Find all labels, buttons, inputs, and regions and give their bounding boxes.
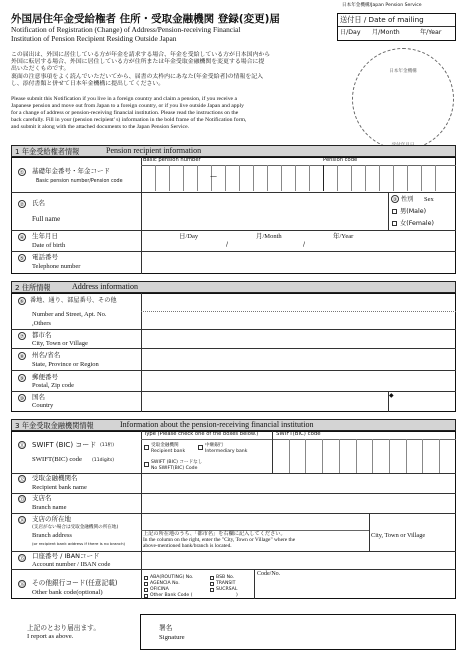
digit-cell-divider (267, 165, 268, 191)
intermediary-bank-checkbox[interactable] (198, 445, 203, 450)
digit-cell-divider (295, 165, 296, 191)
field16-label-jp: その他銀行コード(任意記載) (32, 579, 118, 587)
report-label-jp: 上記のとおり届出ます。 (27, 624, 101, 632)
mailing-year-label: 年/Year (420, 29, 442, 36)
digit-dash: — (210, 172, 217, 180)
field9-label-en: Postal, Zip code (32, 382, 75, 389)
form-title: 外国居住年金受給権者 住所・受取金融機関 登録(変更)届 (11, 13, 280, 25)
field8-label-jp: 州名/省名 (32, 351, 61, 359)
field7-label-jp: 都市名 (32, 331, 52, 339)
field14-note-jp: 上記の所在地のうち、「都市名」を右欄に記入してください。 (143, 531, 286, 537)
bsb-checkbox[interactable] (210, 576, 214, 580)
field5-number: ⑤ (19, 256, 25, 262)
section1-header (11, 145, 456, 157)
no-swift-checkbox[interactable] (144, 462, 149, 467)
field2-label-jp: 氏名 (32, 199, 45, 207)
field5-label-jp: 電話番号 (32, 253, 58, 261)
field10-label-en: Country (32, 402, 54, 409)
form-title-en-2: Institution of Pension Recipient Residing Outside Japan (11, 34, 177, 43)
field6-label-en-2: ,Others (32, 320, 51, 327)
field7-label-en: City, Town or Village (32, 340, 88, 347)
male-label: 男(Male) (400, 208, 427, 215)
field12-label-jp: 受取金融機関名 (32, 474, 78, 482)
digit-cell-divider (337, 165, 338, 191)
recipient-bank-jp: 受取金融機関 (151, 443, 179, 448)
branch-name-input[interactable] (142, 494, 455, 512)
street-input[interactable] (142, 294, 455, 328)
field6-label-en-1: Number and Street, Apt. No. (32, 311, 107, 318)
intro-jp-4: 裏面の注意事項をよく読んでいただいてから、届書の太枠内にあなた(年金受給者)の情報を記入 (11, 74, 264, 80)
oficina-label: OFICINA (150, 587, 169, 592)
digit-cell-divider (379, 165, 380, 191)
field11-label-en-small: (11digits) (92, 458, 115, 463)
date-of-birth-input[interactable] (142, 231, 455, 250)
city-label: City, Town or Village (371, 532, 426, 539)
field16-label-en: Other bank code(optional) (32, 589, 103, 596)
swift-cell-divider (322, 439, 323, 473)
intro-jp-2: 外国に転居する場合、外国に居住している方が住所または年金受取金融機関を変更する場合に提 (11, 59, 265, 65)
field4-number: ④ (19, 235, 25, 241)
dob-month-label: 月/Month (256, 233, 282, 240)
field11-label-jp-small: (11桁) (100, 443, 115, 448)
male-checkbox[interactable] (392, 209, 397, 214)
dob-day-label: 日/Day (179, 233, 199, 240)
swift-cell-divider (406, 439, 407, 473)
stamp-top-label: 日本年金機構 (389, 69, 417, 74)
aba-checkbox[interactable] (144, 576, 148, 580)
field7-number: ⑦ (19, 334, 25, 340)
field16-number: ⑯ (19, 582, 25, 588)
field14-note-en-1: In the column on the right, enter the "City, Town or Village" where the (143, 537, 296, 543)
oficina-checkbox[interactable] (144, 588, 148, 592)
section1-title-en: Pension recipient information (106, 146, 202, 155)
swift-code-input[interactable] (272, 439, 456, 473)
field10-number: ⑩ (19, 396, 25, 402)
intro-en-1: Please submit this Notification if you live in a foreign country and claim a pension, if you receive a (11, 96, 238, 102)
section3-title-jp: 3 年金受取金融機関情報 (15, 421, 94, 430)
recipient-bank-en: Recipient bank (151, 449, 186, 454)
swift-cell-divider (439, 439, 440, 473)
field1-label-en: Basic pension number/Pension code (36, 179, 123, 184)
sucrsal-checkbox[interactable] (210, 588, 214, 592)
digit-cell-divider (155, 165, 156, 191)
digit-cell-divider (183, 165, 184, 191)
section3-header (11, 419, 456, 431)
signature-label-jp: 署名 (159, 624, 173, 632)
field4-label-jp: 生年月日 (32, 232, 58, 240)
field14-number: ⑭ (19, 518, 25, 524)
section2-title-jp: 2 住所情報 (15, 283, 51, 292)
field11-label-jp: SWIFT (BIC) コード (32, 441, 97, 449)
swift-code-label: SWIFT(BIC) code (276, 431, 321, 437)
no-swift-en: No SWIFT(BIC) Code (151, 466, 198, 471)
digit-cell-divider (169, 165, 170, 191)
other-code-label: Other Bank Code ( (150, 593, 193, 598)
reception-stamp-circle (352, 48, 454, 150)
digit-cell-divider (239, 165, 240, 191)
org-label: 日本年金機構/Japan Pension Service (342, 3, 422, 8)
intro-en-5: and submit it along with the attached documents to the Japan Pension Service. (11, 124, 190, 130)
swift-cell-divider (339, 439, 340, 473)
branch-city-input[interactable] (370, 514, 455, 550)
intro-en-2: Japanese pension and move out from Japan to a foreign country, or if you live outside Japan and apply (11, 103, 244, 109)
no-swift-jp: SWIFT (BIC) コードなし (151, 460, 203, 465)
field11-number: ⑪ (19, 443, 25, 449)
digit-cell-divider (253, 165, 254, 191)
field13-number: ⑬ (19, 497, 25, 503)
field8-number: ⑧ (19, 354, 25, 360)
mailing-day-label: 日/Day (340, 29, 361, 36)
digit-cell-divider (351, 165, 352, 191)
dob-slash-2: / (303, 241, 306, 248)
intro-en-4: back carefully. Fill in your (pension recipient' s) information in the bold frame of the Notification form, (11, 117, 247, 123)
field13-label-en: Branch name (32, 504, 67, 511)
digit-cell-divider (281, 165, 282, 191)
section3-title-en: Information about the pension-receiving financial institution (120, 420, 314, 429)
intermediary-bank-jp: 中継銀行 (205, 443, 224, 448)
field8-label-en: State, Province or Region (32, 361, 99, 368)
field14-label-jp: 支店の所在地 (32, 515, 71, 523)
field3-label-en: Sex (424, 196, 434, 203)
report-label-en: I report as above. (27, 633, 74, 640)
type-label: Type (Please check one of the boxes below.) (144, 431, 259, 437)
telephone-input[interactable] (142, 252, 455, 273)
field12-label-en: Recipient bank name (32, 484, 87, 491)
account-number-input[interactable] (142, 552, 455, 568)
recipient-bank-name-input[interactable] (142, 474, 455, 492)
swift-cell-divider (356, 439, 357, 473)
other-code-close: ) (236, 593, 238, 598)
field14-label-en-small: (or recipient bank address if there is no branch) (32, 541, 126, 546)
aba-label: ABA(ROUTING) No. (150, 575, 194, 580)
field10-label-jp: 国名 (32, 393, 45, 401)
form-title-en-1: Notification of Registration (Change) of Address/Pension-receiving Financial (11, 25, 241, 34)
agencia-label: AGENCIA No. (150, 581, 180, 586)
recipient-bank-checkbox[interactable] (144, 445, 149, 450)
field2-label-en: Full name (32, 215, 61, 223)
field6-label-jp: 番地、通り、部屋番号、その他 (30, 297, 117, 304)
field11-label-en: SWIFT(BIC) code (32, 456, 82, 463)
digit-cell-divider (435, 165, 436, 191)
field15-label-jp: 口座番号 / IBANコード (32, 552, 100, 560)
field2-number: ② (19, 202, 25, 208)
field9-label-jp: 郵便番号 (32, 373, 58, 381)
section2-header (11, 281, 456, 293)
basic-number-label: Basic pension number (143, 157, 201, 163)
intro-jp-1: この届出は、外国に居住している方が年金を請求する場合、年金を受給している方が日本国内から (11, 52, 271, 58)
full-name-input[interactable] (142, 193, 387, 229)
swift-cell-divider (389, 439, 390, 473)
mailing-date-label: 送付日 / Date of mailing (340, 15, 424, 24)
field3-number: ③ (392, 197, 398, 203)
field14-label-jp-small: (支店がない場合は受取金融機関の所在地) (32, 525, 119, 530)
field15-label-en: Account number / IBAN code (32, 561, 111, 568)
field3-label-jp: 性別 (401, 196, 414, 203)
field14-note-en-2: above-mentioned bank/branch is located. (143, 543, 232, 549)
mailing-month-label: 月/Month (372, 29, 400, 36)
code-no-label: Code/No. (257, 571, 281, 577)
swift-cell-divider (305, 439, 306, 473)
postal-code-input[interactable] (142, 371, 455, 390)
transit-label: TRANSIT (216, 581, 236, 586)
country-input[interactable] (142, 392, 387, 411)
digit-cell-divider (323, 165, 324, 191)
other-code-checkbox[interactable] (144, 594, 148, 598)
section2-title-en: Address information (72, 282, 138, 291)
field1-number: ① (19, 170, 25, 176)
mailing-date-box (337, 13, 456, 41)
agencia-checkbox[interactable] (144, 582, 148, 586)
signature-label-en: Signature (159, 634, 185, 641)
field14-label-en: Branch address (32, 532, 72, 539)
digit-cell-divider (197, 165, 198, 191)
field15-number: ⑮ (19, 556, 25, 562)
field13-label-jp: 支店名 (32, 494, 52, 502)
digit-cell-divider (365, 165, 366, 191)
signature-box[interactable] (140, 614, 456, 650)
intro-jp-3: 出いただくものです。 (11, 66, 70, 72)
field1-label-jp: 基礎年金番号・年金コード (32, 167, 110, 175)
intro-en-3: for a change of address or pension-receiving financial institution. Please read the instructions on the (11, 110, 239, 116)
swift-cell-divider (289, 439, 290, 473)
field6-number: ⑥ (19, 299, 25, 305)
digit-cell-divider (407, 165, 408, 191)
field4-label-en: Date of birth (32, 242, 66, 249)
field5-label-en: Telephone number (32, 263, 81, 270)
bsb-label: BSB No. (216, 575, 235, 580)
country-diamond-icon: ◆ (389, 392, 394, 399)
digit-cell-divider (225, 165, 226, 191)
field12-number: ⑫ (19, 477, 25, 483)
transit-checkbox[interactable] (210, 582, 214, 586)
city-input[interactable] (142, 330, 455, 347)
other-code-input[interactable] (255, 578, 455, 598)
swift-cell-divider (372, 439, 373, 473)
dob-slash-1: / (226, 241, 229, 248)
field9-number: ⑨ (19, 376, 25, 382)
digit-cell-divider (421, 165, 422, 191)
dob-year-label: 年/Year (333, 233, 354, 240)
sucrsal-label: SUCRSAL (216, 587, 238, 592)
section1-title-jp: 1 年金受給権者情報 (15, 147, 80, 156)
swift-cell-divider (422, 439, 423, 473)
state-input[interactable] (142, 349, 455, 369)
female-checkbox[interactable] (392, 221, 397, 226)
pension-code-label: Pension code (323, 157, 358, 163)
intermediary-bank-en: Intermediary bank (205, 449, 248, 454)
intro-jp-5: し、添付書類と併せて日本年金機構に提出してください。 (11, 81, 165, 87)
digit-cell-divider (309, 165, 310, 191)
female-label: 女(Female) (400, 220, 434, 227)
branch-address-input[interactable] (142, 514, 368, 529)
basic-number-input[interactable] (141, 165, 456, 192)
digit-cell-divider (393, 165, 394, 191)
